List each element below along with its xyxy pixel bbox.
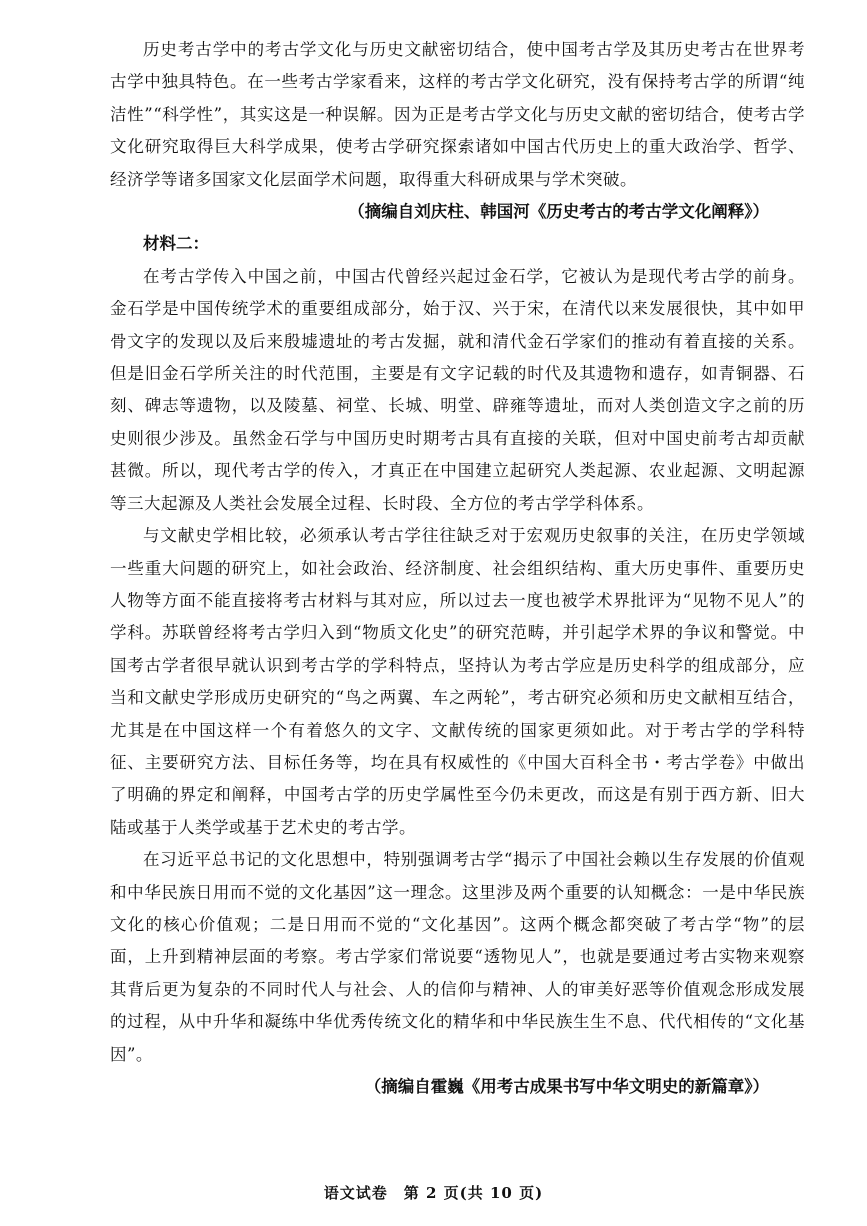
material-one-paragraph: 历史考古学中的考古学文化与历史文献密切结合，使中国考古学及其历史考古在世界考古学中独具特色。在一些考古学家看来，这样的考古学文化研究，没有保持考古学的所谓“纯洁性”“科学性”，其实这是一种误解。因为正是考古学文化与历史文献的密切结合，使考古学文化研究取得巨大科学成果，使考古学研究探索诸如中国古代历史上的重大政治学、哲学、经济学等诸多国家文化层面学术问题，取得重大科研成果与学术突破。 bbox=[110, 40, 805, 189]
material-one-source: （摘编自刘庆柱、韩国河《历史考古的考古学文化阐释》） bbox=[348, 202, 769, 222]
material-two-paragraph-3: 在习近平总书记的文化思想中，特别强调考古学“揭示了中国社会赖以生存发展的价值观和中华民族日用而不觉的文化基因”这一理念。这里涉及两个重要的认知概念：一是中华民族文化的核心价值观；二是日用而不觉的“文化基因”。这两个概念都突破了考古学“物”的层面，上升到精神层面的考察。考古学家们常说要“透物见人”，也就是要通过考古实物来观察其背后更为复杂的不同时代人与社会、人的信仰与精神、人的审美好恶等价值观念形成发展的过程，从中升华和凝练中华优秀传统文化的精华和中华民族生生不息、代代相传的“文化基因”。 bbox=[110, 850, 805, 1064]
material-two-source: （摘编自霍巍《用考古成果书写中华文明史的新篇章》） bbox=[364, 1077, 769, 1096]
material-two-paragraph-1: 在考古学传入中国之前，中国古代曾经兴起过金石学，它被认为是现代考古学的前身。金石学是中国传统学术的重要组成部分，始于汉、兴于宋，在清代以来发展很快，其中如甲骨文字的发现以及后来殷墟遗址的考古发掘，就和清代金石学家们的推动有着直接的关系。但是旧金石学所关注的时代范围，主要是有文字记载的时代及其遗物和遗存，如青铜器、石刻、碑志等遗物，以及陵墓、祠堂、长城、明堂、辟雍等遗址，而对人类创造文字之前的历史则很少涉及。虽然金石学与中国历史时期考古具有直接的关联，但对中国史前考古却贡献甚微。所以，现代考古学的传入，才真正在中国建立起研究人类起源、农业起源、文明起源等三大起源及人类社会发展全过程、长时段、全方位的考古学学科体系。 bbox=[110, 266, 805, 513]
material-two-heading: 材料二： bbox=[143, 234, 209, 254]
material-two-paragraph-2: 与文献史学相比较，必须承认考古学往往缺乏对于宏观历史叙事的关注，在历史学领域一些重大问题的研究上，如社会政治、经济制度、社会组织结构、重大历史事件、重要历史人物等方面不能直接将考古材料与其对应，所以过去一度也被学术界批评为“见物不见人”的学科。苏联曾经将考古学归入到“物质文化史”的研究范畴，并引起学术界的争议和警觉。中国考古学者很早就认识到考古学的学科特点，坚持认为考古学应是历史科学的组成部分，应当和文献史学形成历史研究的“鸟之两翼、车之两轮”，考古研究必须和历史文献相互结合，尤其是在中国这样一个有着悠久的文字、文献传统的国家更须如此。对于考古学的学科特征、主要研究方法、目标任务等，均在具有权威性的《中国大百科全书・考古学卷》中做出了明确的界定和阐释，中国考古学的历史学属性至今仍未更改，而这是有别于西方新、旧大陆或基于人类学或基于艺术史的考古学。 bbox=[110, 526, 805, 837]
page-footer: 语文试卷 第 2 页(共 10 页) bbox=[323, 1184, 544, 1202]
